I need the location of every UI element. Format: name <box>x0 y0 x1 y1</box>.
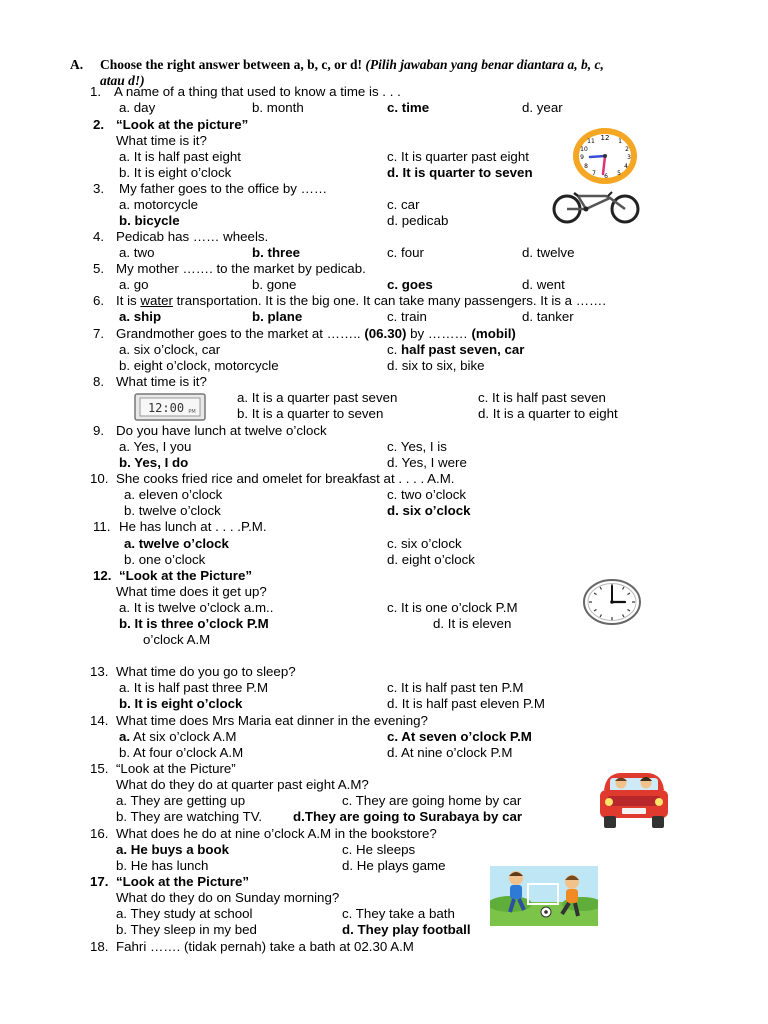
q6-number: 6. <box>93 293 105 308</box>
q12-option-c: c. It is one o’clock P.M <box>387 600 518 615</box>
svg-text:9: 9 <box>580 154 584 161</box>
q11-option-d: d. eight o’clock <box>387 552 475 567</box>
bicycle-icon <box>550 190 642 224</box>
q7-option-a: a. six o’clock, car <box>119 342 221 357</box>
q12-option-b: b. It is three o’clock P.M <box>119 616 269 631</box>
wall-clock-icon <box>582 578 642 626</box>
q5-option-b: b. gone <box>252 277 297 292</box>
q5-option-c: c. goes <box>387 277 433 292</box>
q2-option-b: b. It is eight o’clock <box>119 165 232 180</box>
svg-text:2: 2 <box>625 146 629 153</box>
q4-option-c: c. four <box>387 245 424 260</box>
q10-option-d: d. six o’clock <box>387 503 471 518</box>
family-car-icon <box>596 768 672 836</box>
q6-text: It is water transportation. It is the big one. It can take many passengers. It is a ……. <box>116 293 607 308</box>
q12-text: “Look at the Picture” <box>119 568 252 583</box>
digital-clock-display: 12:00 <box>147 401 185 415</box>
q3-option-d: d. pedicab <box>387 213 449 228</box>
q9-option-c: c. Yes, I is <box>387 439 447 454</box>
q8-number: 8. <box>93 374 105 389</box>
q1-text: A name of a thing that used to know a time is . . . <box>114 84 401 99</box>
q16-option-b: b. He has lunch <box>116 858 209 873</box>
section-instruction: Choose the right answer between a, b, c, or d! (Pilih jawaban yang benar diantara a, b, c, <box>100 57 604 72</box>
q3-text: My father goes to the office by …… <box>119 181 328 196</box>
q11-option-a: a. twelve o’clock <box>124 536 229 551</box>
q8-option-b: b. It is a quarter to seven <box>237 406 384 421</box>
q10-option-a: a. eleven o’clock <box>124 487 223 502</box>
section-instruction-cont: atau d!) <box>100 73 145 88</box>
q18-text: Fahri ……. (tidak pernah) take a bath at 02.30 A.M <box>116 939 414 954</box>
svg-text:10: 10 <box>580 146 588 153</box>
q17-option-c: c. They take a bath <box>342 906 455 921</box>
q4-option-a: a. two <box>119 245 155 260</box>
q15-option-b: b. They are watching TV. <box>116 809 263 824</box>
q5-option-d: d. went <box>522 277 565 292</box>
q2-number: 2. <box>93 117 105 132</box>
q15-text: “Look at the Picture” <box>116 761 236 776</box>
q2-text: “Look at the picture” <box>116 117 249 132</box>
svg-text:7: 7 <box>592 170 596 177</box>
q10-option-c: c. two o’clock <box>387 487 467 502</box>
q16-option-c: c. He sleeps <box>342 842 416 857</box>
q17-subtext: What do they do on Sunday morning? <box>116 890 340 905</box>
q4-option-d: d. twelve <box>522 245 575 260</box>
q6-option-c: c. train <box>387 309 427 324</box>
q4-option-b: b. three <box>252 245 301 260</box>
svg-text:11: 11 <box>587 138 595 145</box>
q16-option-d: d. He plays game <box>342 858 446 873</box>
q12-option-d-continued: o’clock A.M <box>143 632 211 647</box>
orange-clock-icon <box>570 126 640 186</box>
q2-option-d: d. It is quarter to seven <box>387 165 533 180</box>
q10-option-b: b. twelve o’clock <box>124 503 221 518</box>
q15-number: 15. <box>90 761 109 776</box>
q6-option-a: a. ship <box>119 309 162 324</box>
q13-option-c: c. It is half past ten P.M <box>387 680 524 695</box>
q9-number: 9. <box>93 423 105 438</box>
q1-option-b: b. month <box>252 100 304 115</box>
svg-text:8: 8 <box>584 163 588 170</box>
q9-text: Do you have lunch at twelve o’clock <box>116 423 327 438</box>
q11-number: 11. <box>93 519 111 534</box>
q13-text: What time do you go to sleep? <box>116 664 296 679</box>
q12-option-a: a. It is twelve o’clock a.m.. <box>119 600 274 615</box>
q9-option-d: d. Yes, I were <box>387 455 467 470</box>
svg-text:6: 6 <box>604 173 608 180</box>
q17-option-b: b. They sleep in my bed <box>116 922 257 937</box>
q8-option-a: a. It is a quarter past seven <box>237 390 398 405</box>
football-kids-icon <box>490 866 598 926</box>
q7-number: 7. <box>93 326 105 341</box>
q12-subtext: What time does it get up? <box>116 584 267 599</box>
q2-option-c: c. It is quarter past eight <box>387 149 529 164</box>
q12-option-d: d. It is eleven <box>433 616 512 631</box>
q1-option-a: a. day <box>119 100 156 115</box>
q16-option-a: a. He buys a book <box>116 842 230 857</box>
q9-option-b: b. Yes, I do <box>119 455 189 470</box>
q7-option-b: b. eight o’clock, motorcycle <box>119 358 279 373</box>
q5-number: 5. <box>93 261 105 276</box>
q15-option-a: a. They are getting up <box>116 793 246 808</box>
q7-option-c: c. half past seven, car <box>387 342 525 357</box>
q14-text: What time does Mrs Maria eat dinner in the evening? <box>116 713 428 728</box>
q8-option-c: c. It is half past seven <box>478 390 606 405</box>
q17-number: 17. <box>90 874 109 889</box>
q3-number: 3. <box>93 181 105 196</box>
q8-option-d: d. It is a quarter to eight <box>478 406 618 421</box>
svg-text:5: 5 <box>617 170 621 177</box>
q10-text: She cooks fried rice and omelet for breakfast at . . . . A.M. <box>116 471 455 486</box>
q6-option-d: d. tanker <box>522 309 574 324</box>
svg-text:4: 4 <box>624 163 628 170</box>
q3-option-a: a. motorcycle <box>119 197 199 212</box>
q13-option-d: d. It is half past eleven P.M <box>387 696 545 711</box>
svg-text:12: 12 <box>600 134 610 142</box>
q4-text: Pedicab has …… wheels. <box>116 229 269 244</box>
section-letter: A. <box>70 57 84 72</box>
q11-text: He has lunch at . . . .P.M. <box>119 519 267 534</box>
svg-text:3: 3 <box>627 154 631 161</box>
q18-number: 18. <box>90 939 109 954</box>
q11-option-b: b. one o’clock <box>124 552 206 567</box>
q15-subtext: What do they do at quarter past eight A.M? <box>116 777 369 792</box>
q14-number: 14. <box>90 713 109 728</box>
q3-option-b: b. bicycle <box>119 213 180 228</box>
q3-option-c: c. car <box>387 197 420 212</box>
q13-option-b: b. It is eight o’clock <box>119 696 243 711</box>
q14-option-d: d. At nine o’clock P.M <box>387 745 513 760</box>
digital-clock-ampm: PM <box>188 409 196 415</box>
q9-option-a: a. Yes, I you <box>119 439 192 454</box>
q1-option-c: c. time <box>387 100 430 115</box>
q17-text: “Look at the Picture” <box>116 874 249 889</box>
q15-option-c: c. They are going home by car <box>342 793 522 808</box>
q2-option-a: a. It is half past eight <box>119 149 241 164</box>
q14-option-b: b. At four o’clock A.M <box>119 745 244 760</box>
q5-option-a: a. go <box>119 277 149 292</box>
q6-option-b: b. plane <box>252 309 303 324</box>
q14-option-c: c. At seven o’clock P.M <box>387 729 532 744</box>
q4-number: 4. <box>93 229 105 244</box>
q7-option-d: d. six to six, bike <box>387 358 485 373</box>
q17-option-d: d. They play football <box>342 922 471 937</box>
digital-clock-icon <box>134 393 206 421</box>
q13-number: 13. <box>90 664 109 679</box>
q17-option-a: a. They study at school <box>116 906 253 921</box>
q8-text: What time is it? <box>116 374 207 389</box>
q11-option-c: c. six o’clock <box>387 536 462 551</box>
q5-text: My mother ……. to the market by pedicab. <box>116 261 366 276</box>
q1-option-d: d. year <box>522 100 563 115</box>
svg-text:1: 1 <box>618 138 622 145</box>
q16-text: What does he do at nine o’clock A.M in the bookstore? <box>116 826 437 841</box>
q12-number: 12. <box>93 568 112 583</box>
q14-option-a: a. At six o’clock A.M <box>119 729 237 744</box>
q16-number: 16. <box>90 826 109 841</box>
q15-option-d: d.They are going to Surabaya by car <box>293 809 523 824</box>
q1-number: 1. <box>90 84 102 99</box>
q7-text: Grandmother goes to the market at …….. (06.30) by ……… (mobil) <box>116 326 516 341</box>
q2-subtext: What time is it? <box>116 133 207 148</box>
q13-option-a: a. It is half past three P.M <box>119 680 269 695</box>
q10-number: 10. <box>90 471 109 486</box>
